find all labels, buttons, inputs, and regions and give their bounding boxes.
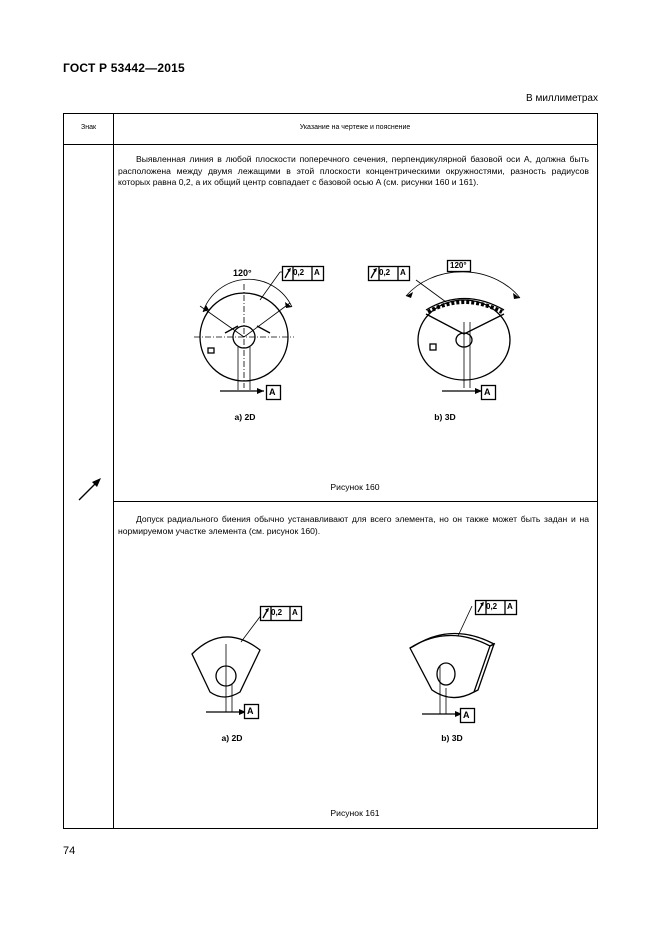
paragraph-runout-note: Допуск радиального биения обычно устанавливают для всего элемента, но он также может быть задан и на нормируемом участке элемента (см. рисунок 160). <box>118 514 589 536</box>
figure-161-3d-tolerance-value: 0,2 <box>486 602 498 611</box>
figure-160-2d-datum-label: A <box>269 387 276 397</box>
figure-161-2d-label: а) 2D <box>221 733 243 743</box>
figure-160-3d-datum-label: A <box>484 387 491 397</box>
figure-160-2d-tolerance-value: 0,2 <box>293 268 305 277</box>
figure-161-3d-drawing <box>400 596 530 726</box>
column-header-sign: Знак <box>80 124 97 131</box>
radial-runout-arrow-icon <box>76 474 106 504</box>
figure-160-2d-angle-label: 120° <box>233 268 252 278</box>
page-number: 74 <box>63 845 76 857</box>
figure-160-3d-label: b) 3D <box>434 412 456 422</box>
figure-160-3d-datum-in-frame: A <box>400 268 406 277</box>
column-header-description: Указание на чертеже и пояснение <box>299 124 411 131</box>
figure-160-3d-drawing <box>398 262 538 407</box>
header-divider <box>64 144 597 145</box>
figure-160-2d-datum-in-frame: A <box>314 268 320 277</box>
figure-160-caption: Рисунок 160 <box>330 482 380 492</box>
column-divider <box>113 114 114 828</box>
row-divider <box>113 501 597 502</box>
figure-161-2d-tolerance-value: 0,2 <box>271 608 283 617</box>
paragraph-definition: Выявленная линия в любой плоскости поперечного сечения, перпендикулярной базовой оси A, должна быть расположена между двумя лежащими в этой плоскости концентрическими окружностями, разность радиусов которых равна 0,2, а их общий центр совпадает с базовой осью A (см. рисунки 160 и 161). <box>118 154 589 187</box>
figure-161-3d-datum-label: A <box>463 710 470 720</box>
figure-161-3d-datum-in-frame: A <box>507 602 513 611</box>
figure-161-2d-datum-in-frame: A <box>292 608 298 617</box>
figure-160-3d-angle-label: 120° <box>450 261 467 270</box>
figure-160-2d-label: а) 2D <box>234 412 256 422</box>
figure-160-2d-drawing <box>180 262 310 407</box>
figure-161-3d-label: b) 3D <box>441 733 463 743</box>
figure-161-caption: Рисунок 161 <box>330 808 380 818</box>
figure-161-2d-datum-label: A <box>247 706 254 716</box>
units-note: В миллиметрах <box>526 93 598 104</box>
document-code: ГОСТ Р 53442—2015 <box>63 61 185 75</box>
figure-160-3d-tolerance-value: 0,2 <box>379 268 391 277</box>
